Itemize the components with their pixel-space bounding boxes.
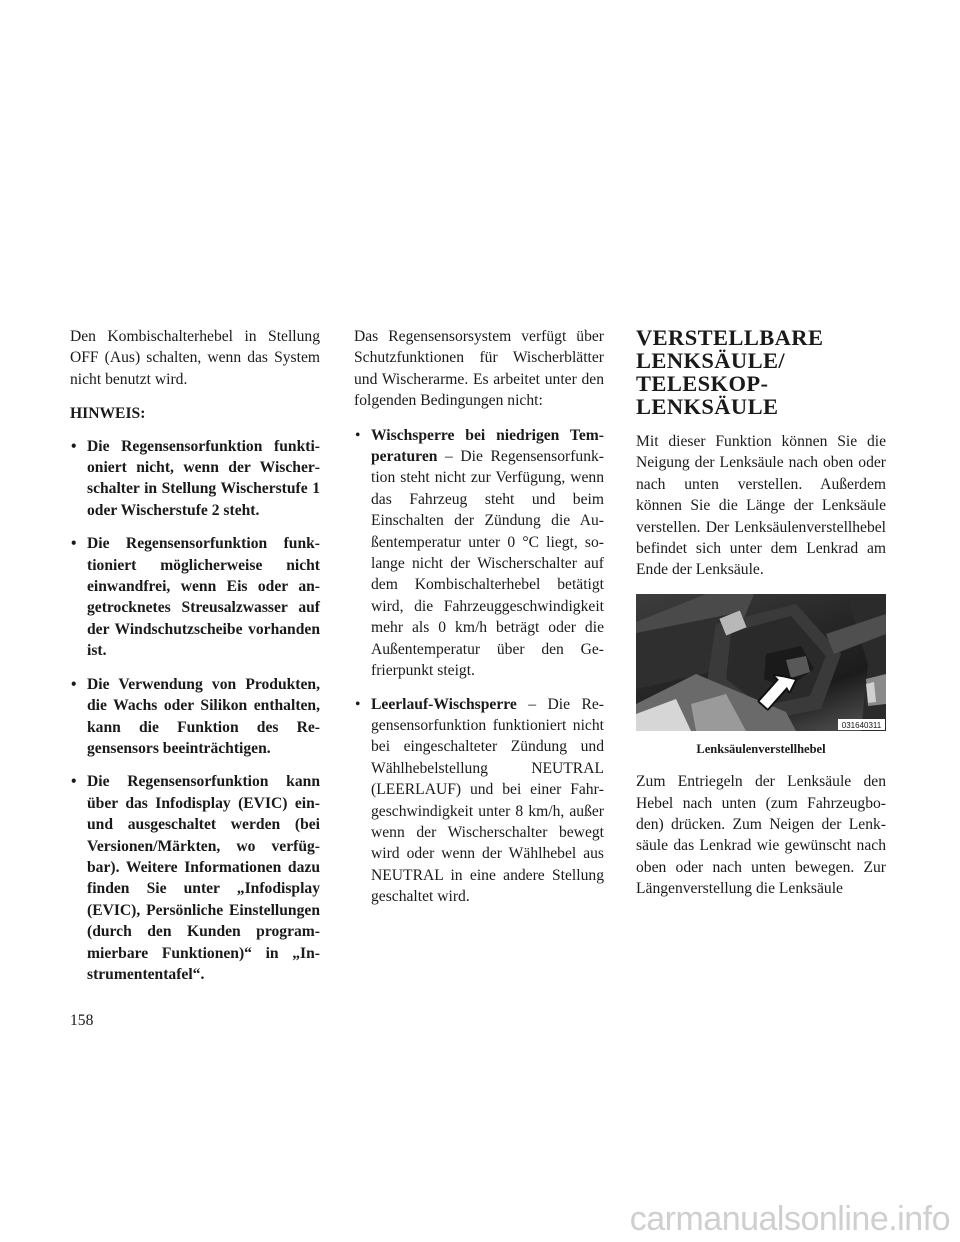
heading-line: LENKSÄULE/	[636, 348, 786, 373]
protection-intro: Das Regensensorsystem verfügt über Schutzfunktionen für Wischerblätter und Wischerarme. Es arbeitet unter den folgenden Bedingungen nicht:	[354, 328, 604, 410]
right-column	[636, 326, 886, 913]
note-item: • Die Regensensorfunktion funktioniert möglicherweise nicht einwandfrei, wenn Eis oder angetrocknetes Streusalzwasser auf der Windschutzscheibe vorhanden ist.	[70, 533, 320, 661]
photo-caption: Lenksäulenverstellhebel	[696, 741, 826, 756]
intro-paragraph: Den Kombischalterhebel in Stellung OFF (Aus) schalten, wenn das System nicht benutzt wird.	[70, 328, 320, 388]
image-code: 031640311	[841, 720, 882, 730]
page-number: 158	[70, 1012, 94, 1029]
protection-item	[354, 425, 604, 682]
steering-column-illustration	[636, 594, 886, 731]
middle-column	[354, 326, 604, 920]
protection-item	[354, 694, 604, 908]
protection-item-title: Wischsperre bei niedrigen Temperaturen	[371, 426, 604, 466]
steering-column-photo	[636, 594, 886, 731]
note-list	[70, 436, 320, 986]
protection-item-text: – Die Regensensorfunktion steht nicht zur Verfügung, wenn das Fahrzeug steht und beim Einschalten der Zündung die Außentemperatur unter 0 °C liegt, solange nicht der Wischerschalter auf dem Kombischalterhebel betätigt wird, die Fahrzeuggeschwindigkeit mehr als 0 km/h beträgt oder die Außentemperatur über den Gefrierpunkt steigt.	[371, 448, 604, 680]
note-item: • Die Regensensorfunktion kann über das Infodisplay (EVIC) ein- und ausgeschaltet werden (bei Versionen/Märkten, wo verfügbar). Weitere Informationen dazu finden Sie unter „Infodisplay (EVIC), Persönliche Einstellungen (durch den Kunden programmierbare Funktionen)“ in „Instrumententafel“.	[70, 771, 320, 985]
note-item: • Die Regensensorfunktion funktioniert nicht, wenn der Wischerschalter in Stellung Wischerstufe 1 oder Wischerstufe 2 steht.	[70, 436, 320, 522]
watermark: carmanualsonline.info	[629, 1200, 950, 1238]
protection-list	[354, 425, 604, 908]
left-column	[70, 326, 320, 997]
heading-line: TELESKOP-LENKSÄULE	[636, 371, 779, 419]
protection-item-title: Leerlauf-Wischsperre	[371, 695, 517, 713]
note-heading: HINWEIS:	[70, 405, 146, 423]
section-heading	[636, 326, 886, 418]
feature-paragraph: Mit dieser Funktion können Sie die Neigung der Lenksäule nach oben oder nach unten verstellen. Außerdem können Sie die Länge der Lenksäule verstellen. Der Lenksäulenverstellhebel befindet sich unter dem Lenkrad am Ende der Lenksäule.	[636, 433, 886, 579]
instruction-paragraph: Zum Entriegeln der Lenksäule den Hebel nach unten (zum Fahrzeugboden) drücken. Zum Neigen der Lenksäule das Lenkrad wie gewünscht nach oben oder nach unten bewegen. Zur Längenverstellung die Lenksäule	[636, 773, 886, 898]
protection-item-text: – Die Regensensorfunktion funktioniert nicht bei eingeschalteter Zündung und Wählhebelstellung NEUTRAL (LEERLAUF) und bei einer Fahrgeschwindigkeit unter 8 km/h, außer wenn der Wischerschalter bewegt wird oder wenn der Wählhebel aus NEUTRAL in eine andere Stellung geschaltet wird.	[371, 695, 604, 906]
heading-line: VERSTELLBARE	[636, 325, 824, 350]
note-item: • Die Verwendung von Produkten, die Wachs oder Silikon enthalten, kann die Funktion des Regensensors beeinträchtigen.	[70, 674, 320, 760]
